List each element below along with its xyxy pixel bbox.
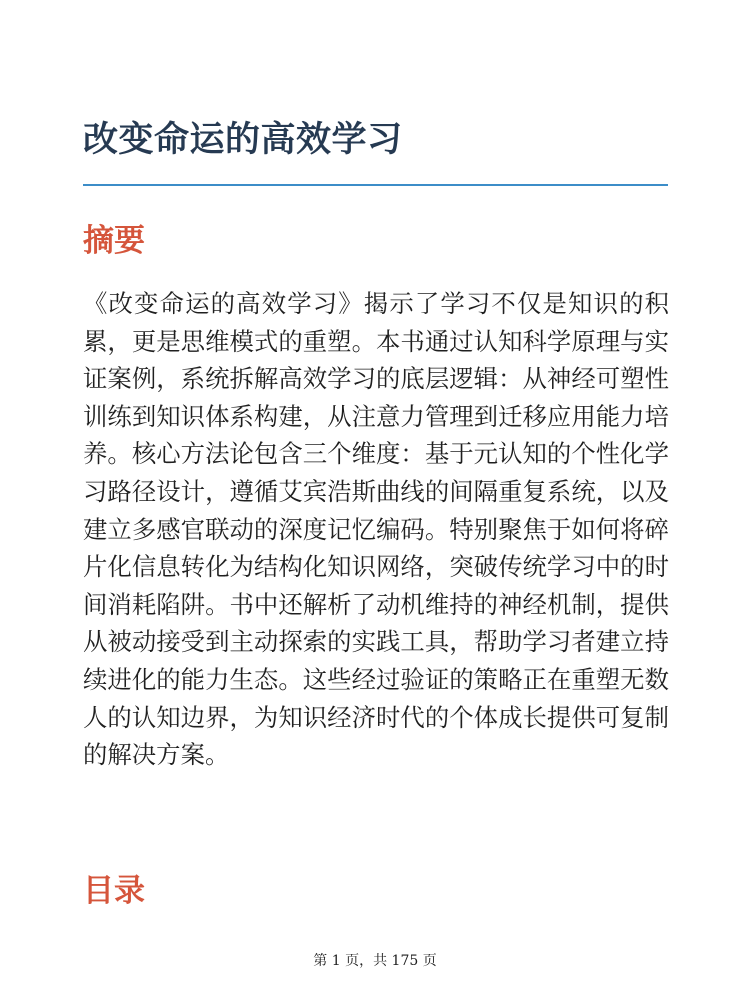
abstract-paragraph: 《改变命运的高效学习》揭示了学习不仅是知识的积累，更是思维模式的重塑。本书通过认知科学原理与实证案例，系统拆解高效学习的底层逻辑：从神经可塑性训练到知识体系构建，从注意力管理到迁移应用能力培养。核心方法论包含三个维度：基于元认知的个性化学习路径设计，遵循艾宾浩斯曲线的间隔重复系统，以及建立多感官联动的深度记忆编码。特别聚焦于如何将碎片化信息转化为结构化知识网络，突破传统学习中的时间消耗陷阱。书中还解析了动机维持的神经机制，提供从被动接受到主动探索的实践工具，帮助学习者建立持续进化的能力生态。这些经过验证的策略正在重塑无数人的认知边界，为知识经济时代的个体成长提供可复制的解决方案。 [83,289,669,770]
document-title: 改变命运的高效学习 [83,120,403,160]
toc-heading: 目录 [83,873,145,909]
abstract-heading: 摘要 [83,223,145,259]
page-number-footer: 第 1 页，共 175 页 [313,953,437,969]
title-divider [83,184,668,186]
